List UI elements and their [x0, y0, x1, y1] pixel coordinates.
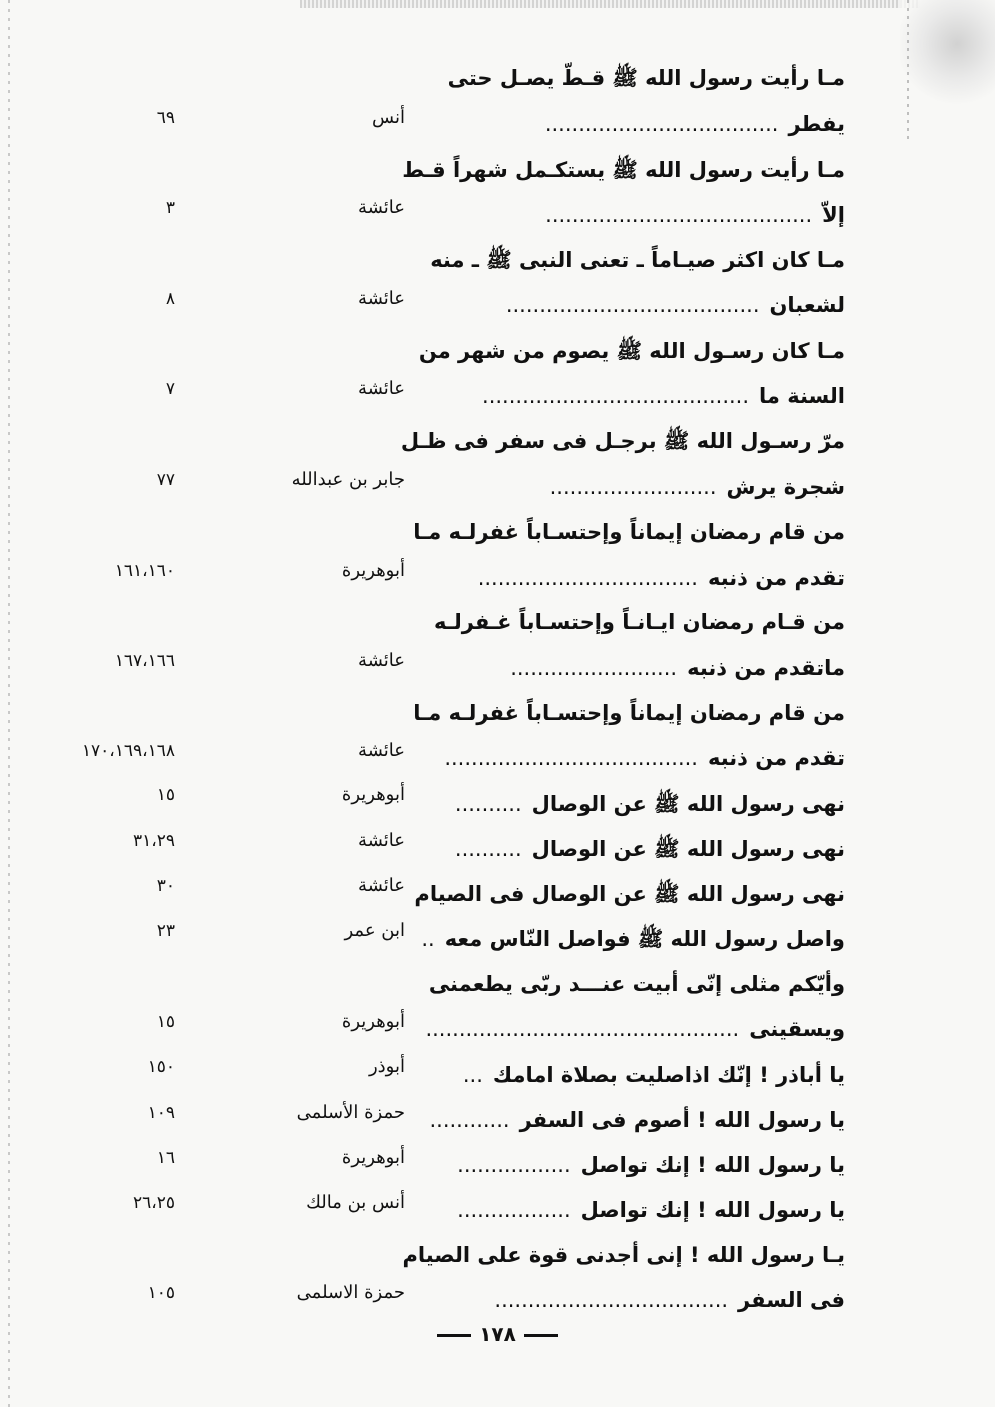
narrator-name: عائشة — [358, 875, 405, 896]
dash-right — [524, 1334, 558, 1337]
narrator-name: أبوهريرة — [341, 1147, 405, 1168]
narrator-name: عائشة — [358, 740, 405, 761]
page-reference: ٢٣ — [156, 921, 175, 941]
narrator-name: أنس بن مالك — [306, 1192, 405, 1213]
narrator-name: أبوهريرة — [341, 560, 405, 581]
hadith-text-line: ويسقينى............................................... — [425, 1017, 845, 1041]
hadith-text-line: مـا كان اكثر صيـاماً ـ تعنى النبى ﷺ ـ منه — [430, 248, 845, 272]
hadith-text-line: مرّ رسـول الله ﷺ برجـل فى سفر فى ظـل — [400, 429, 845, 453]
narrator-name: أبوهريرة — [341, 784, 405, 805]
hadith-text-line: من قام رمضان إيماناً وإحتسـاباً غفرلـه مـا — [413, 520, 845, 544]
page-reference: ١٥ — [156, 1012, 175, 1032]
hadith-text-line: يـا رسول الله ! إنى أجدنى قوة على الصيام — [402, 1243, 845, 1267]
hadith-text-line: إلاّ........................................ — [545, 203, 845, 227]
scan-edge-right — [907, 0, 909, 140]
scan-noise-corner — [900, 0, 995, 110]
page-reference: ١٦١،١٦٠ — [114, 561, 175, 581]
hadith-text-line: يا رسول الله ! أصوم فى السفر............ — [429, 1108, 845, 1132]
scan-edge-left — [8, 0, 10, 1407]
narrator-name: أبوهريرة — [341, 1011, 405, 1032]
narrator-name: حمزة الأسلمى — [296, 1102, 405, 1123]
hadith-text-line: يا أباذر ! إنّك اذاصليت بصلاة امامك... — [462, 1063, 845, 1087]
page-reference: ١٧٠،١٦٩،١٦٨ — [81, 741, 175, 761]
hadith-text-line: وأيّكم مثلى إنّى أبيت عنـــد ربّى يطعمنى — [428, 972, 845, 996]
hadith-text-line: شجرة يرش......................... — [549, 475, 845, 499]
hadith-text-line: يا رسول الله ! إنك تواصل................. — [457, 1153, 845, 1177]
hadith-text-line: مـا كان رسـول الله ﷺ يصوم من شهر من — [418, 339, 845, 363]
narrator-name: حمزة الاسلمى — [296, 1282, 405, 1303]
narrator-name: أنس — [372, 107, 405, 128]
page-number-text: ١٧٨ — [479, 1322, 516, 1346]
page-reference: ١٠٥ — [147, 1283, 175, 1303]
hadith-text-line: تقدم من ذنبه...................................... — [444, 746, 845, 770]
page-reference: ٨ — [165, 289, 175, 309]
narrator-name: أبوذر — [368, 1056, 405, 1077]
hadith-text-line: مـا رأيت رسول الله ﷺ قـطّ يصـل حتى — [447, 66, 845, 90]
narrator-name: جابر بن عبدالله — [291, 469, 405, 490]
narrator-name: عائشة — [358, 378, 405, 399]
narrator-name: عائشة — [358, 650, 405, 671]
narrator-name: عائشة — [358, 197, 405, 218]
hadith-text-line: نهى رسول الله ﷺ عن الوصال.......... — [454, 837, 845, 861]
hadith-text-line: نهى رسول الله ﷺ عن الوصال فى الصيام — [414, 882, 845, 906]
page-reference: ٧٧ — [156, 470, 175, 490]
hadith-text-line: نهى رسول الله ﷺ عن الوصال.......... — [454, 792, 845, 816]
hadith-text-line: مـا رأيت رسول الله ﷺ يستكـمل شهراً قـط — [402, 158, 845, 182]
page-number — [0, 1322, 995, 1346]
page-reference: ٣ — [165, 198, 175, 218]
hadith-text-line: يا رسول الله ! إنك تواصل................. — [457, 1198, 845, 1222]
narrator-name: عائشة — [358, 830, 405, 851]
page-reference: ١٦٧،١٦٦ — [114, 651, 175, 671]
hadith-text-line: فى السفر................................... — [494, 1288, 845, 1312]
hadith-text-line: من قـام رمضان ايـانـاً وإحتسـاباً غـفرلـه — [433, 610, 845, 634]
narrator-name: ابن عمر — [344, 920, 405, 941]
scan-noise-top — [300, 0, 920, 8]
page-reference: ٢٦،٢٥ — [132, 1193, 175, 1213]
page-reference: ١٥٠ — [147, 1057, 175, 1077]
hadith-text-line: لشعبان...................................... — [505, 293, 845, 317]
hadith-text-line: واصل رسول الله ﷺ فواصل النّاس معه.. — [421, 927, 845, 951]
hadith-text-line: من قام رمضان إيماناً وإحتسـاباً غفرلـه مـا — [413, 701, 845, 725]
dash-left — [437, 1334, 471, 1337]
page-reference: ٦٩ — [156, 108, 175, 128]
hadith-text-line: السنة ما........................................ — [482, 384, 845, 408]
hadith-text-line: ماتقدم من ذنبه......................... — [510, 656, 845, 680]
page-reference: ١٠٩ — [147, 1103, 175, 1123]
hadith-text-line: تقدم من ذنبه................................. — [477, 566, 845, 590]
page-reference: ١٦ — [156, 1148, 175, 1168]
page-reference: ٣١،٢٩ — [132, 831, 175, 851]
narrator-name: عائشة — [358, 288, 405, 309]
page-reference: ١٥ — [156, 785, 175, 805]
page-reference: ٣٠ — [156, 876, 175, 896]
hadith-text-line: يفطر................................... — [544, 112, 845, 136]
page-reference: ٧ — [165, 379, 175, 399]
